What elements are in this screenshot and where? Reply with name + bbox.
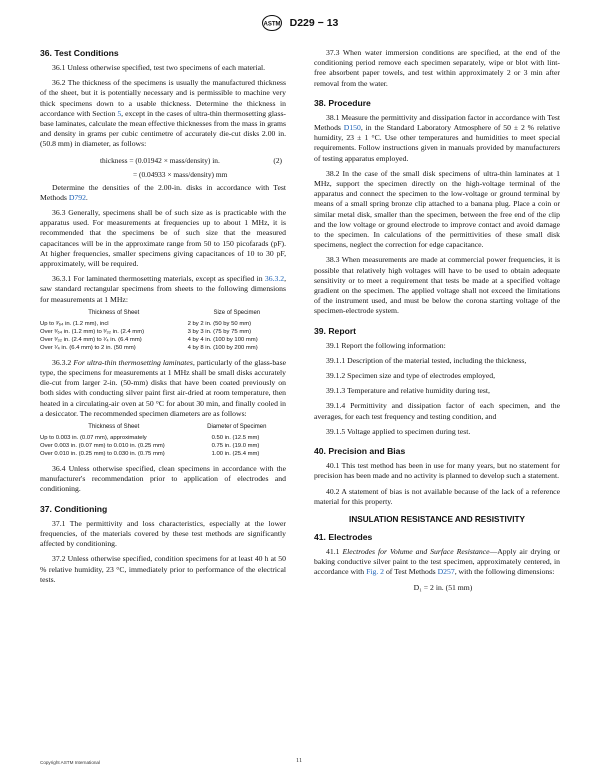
left-column xyxy=(40,48,286,590)
paragraph: 39.1.4 Permittivity and dissipation factor of each specimen, and the averages, for each test frequency and testing condition, and xyxy=(314,401,560,421)
copyright-footer: Copyright ASTM International xyxy=(40,760,101,765)
paragraph: 38.2 In the case of the small disk specimens of ultra-thin laminates at 1 MHz, support the specimen directly on the high-voltage terminal of the apparatus and connect the specimen to the low-voltage or ground terminal by means of a small spring bronze clip attached to a banana plug. Place a coin or similar metal disk, smaller than the specimen, between the free end of the clip and the low voltage or ground electrode to improve contact and avoid damage to the specimen. In calculations of the permittivities of these small disk specimens, neglect the correction for edge capacitance. xyxy=(314,168,560,250)
paragraph: 36.2 The thickness of the specimens is usually the manufactured thickness of the sheet, but it is potentially necessary and is permissible to machine very thick specimens down to a usable thickness. Determine the thickness in accordance with Section 5, except in the cases of ultra-thin thermosetting glass-base laminates, calculate the mean effective thicknesses from the mass in grams and density in grams per cubic centimetre of accurately die-cut disks 2.00 in. (50.8 mm) in diameter, as follows: xyxy=(40,78,286,149)
table-row: Up to 0.003 in. (0.07 mm), approximately 0.50 in. (12.5 mm) xyxy=(40,435,260,442)
paragraph: 41.1 Electrodes for Volume and Surface Resistance—Apply air drying or baking conductive silver paint to the test specimen, approximately centered, in accordance with Fig. 2 of Test Methods D257, with the following dimensions: xyxy=(314,546,560,577)
paragraph: 39.1 Report the following information: xyxy=(326,340,446,350)
right-column xyxy=(314,48,560,593)
figure-link[interactable]: Fig. 2 xyxy=(366,567,385,577)
table-row: Over ³⁄₆₄ in. (1.2 mm) to ³⁄₃₂ in. (2.4 mm) 3 by 3 in. (75 by 75 mm) xyxy=(40,328,252,335)
paragraph: 40.1 This test method has been in use for many years, but no statement for precision has been made and no activity is planned to develop such a statement. xyxy=(314,461,560,481)
table-row: Over 0.010 in. (0.25 mm) to 0.030 in. (0.75 mm) 1.00 in. (25.4 mm) xyxy=(40,451,260,458)
reference-link[interactable]: D150 xyxy=(343,123,361,133)
column-header: Thickness of Sheet xyxy=(88,424,140,431)
specimen-diameter-table xyxy=(40,424,286,458)
table-row: Up to ³⁄₆₄ in. (1.2 mm), incl 2 by 2 in. (50 by 50 mm) xyxy=(40,320,252,327)
page-number: 11 xyxy=(296,757,303,764)
paragraph: 36.3.2 For ultra-thin thermosetting laminates, particularly of the glass-base type, the specimens for measurements at 1 MHz shall be small disks accurately die-cut from larger 2-in. (50-mm) disks that have been coated previously on both sides with conducting silver paint first air-dried at room temperature, then heated in a circulating-air oven at 50 °C for about 30 min, and finally cooled in a desiccator. The recommended specimen diameters are as follows: xyxy=(40,357,286,418)
paragraph: 38.3 When measurements are made at commercial power frequencies, it is possible that relatively high voltages will have to be used to obtain adequate sensitivity or to meet a requirement that tests be made at a specified voltage gradient on the specimen. The applied voltage shall not exceed the limitations of the instrument used, and must be below the corona starting voltage of the specimen-electrode system. xyxy=(314,255,560,316)
equation: = (0.04933 × mass/density) mm xyxy=(133,169,228,179)
paragraph: 36.3.1 For laminated thermosetting materials, except as specified in 36.3.2, saw standard rectangular specimens from sheets to the following dimensions for measurements at 1 MHz: xyxy=(40,274,286,304)
document-id: D229 − 13 xyxy=(289,17,339,30)
paragraph: Determine the densities of the 2.00-in. disks in accordance with Test Methods D792. xyxy=(40,182,286,202)
paragraph: 39.1.2 Specimen size and type of electrodes employed, xyxy=(326,371,496,381)
section-heading: 36. Test Conditions xyxy=(40,48,119,58)
paragraph: 39.1.1 Description of the material tested, including the thickness, xyxy=(326,355,527,365)
paragraph: 36.3 Generally, specimens shall be of such size as is practicable with the apparatus used. For measurements at frequencies up to about 1 MHz, it is recommended that the specimens be of such size that the measured capacitances will be in the approximate range from 50 to 150 picofarads (pF). At higher frequencies, smaller specimens giving capacitances of 10 to 30 pF, approximately, will be required. xyxy=(40,208,286,269)
paragraph: 37.3 When water immersion conditions are specified, at the end of the conditioning period remove each specimen separately, wipe or blot with lint-free absorbent paper towels, and test within approximately 2 or 3 min after removal from the water. xyxy=(314,48,560,88)
section-heading: 40. Precision and Bias xyxy=(314,446,406,457)
paragraph: 39.1.5 Voltage applied to specimen during test. xyxy=(326,426,471,436)
reference-link[interactable]: D257 xyxy=(437,567,455,577)
svg-text:ASTM: ASTM xyxy=(263,21,281,28)
page-header xyxy=(0,14,600,32)
paragraph: 36.4 Unless otherwise specified, clean specimens in accordance with the manufacturer's recommendation prior to application of electrodes and conditioning. xyxy=(40,464,286,494)
paragraph: 36.1 Unless otherwise specified, test two specimens of each material. xyxy=(52,63,266,72)
paragraph: 37.2 Unless otherwise specified, condition specimens for at least 40 h at 50 % relative humidity, 23 °C, immediately prior to performance of the electrical tests. xyxy=(40,554,286,584)
table-row: Over ¹⁄₄ in. (6.4 mm) to 2 in. (50 mm) 4 by 8 in. (100 by 200 mm) xyxy=(40,344,258,351)
table-row: Over 0.003 in. (0.07 mm) to 0.010 in. (0.25 mm) 0.75 in. (19.0 mm) xyxy=(40,443,260,450)
column-header: Diameter of Specimen xyxy=(207,424,267,431)
paragraph: 37.1 The permittivity and loss characteristics, especially at the lower frequencies, of the materials covered by these test methods are significantly affected by conditioning. xyxy=(40,518,286,549)
section-link[interactable]: 36.3.2 xyxy=(264,274,285,284)
specimen-size-table xyxy=(40,310,286,352)
column-header: Size of Specimen xyxy=(213,309,261,316)
section-heading: 37. Conditioning xyxy=(40,503,108,514)
paragraph: 40.2 A statement of bias is not available because of the lack of a reference material for this property. xyxy=(314,486,560,506)
column-header: Thickness of Sheet xyxy=(88,309,140,316)
section-heading: 41. Electrodes xyxy=(314,531,373,542)
section-heading: 38. Procedure xyxy=(314,97,371,108)
equation: thickness = (0.01942 × mass/density) in. (2) xyxy=(100,155,282,165)
equation-number: (2) xyxy=(273,155,282,165)
reference-link[interactable]: D792 xyxy=(68,192,86,202)
formula: D₁ = 2 in. (51 mm) xyxy=(413,582,473,592)
table-row: Over ³⁄₃₂ in. (2.4 mm) to ¹⁄₄ in. (6.4 mm) 4 by 4 in. (100 by 100 mm) xyxy=(40,336,258,343)
astm-logo-icon xyxy=(262,15,282,31)
part-heading: INSULATION RESISTANCE AND RESISTIVITY xyxy=(349,514,525,524)
section-heading: 39. Report xyxy=(314,325,357,336)
paragraph: 39.1.3 Temperature and relative humidity during test, xyxy=(326,386,490,396)
paragraph: 38.1 Measure the permittivity and dissipation factor in accordance with Test Methods D150, in the Standard Laboratory Atmosphere of 50 ± 2 % relative humidity, 23 ± 1 °C. Use other temperatures and humidities to meet special requirements. Follow instructions given in manuals provided by manufacturers of testing apparatus employed. xyxy=(314,112,560,163)
section-link[interactable]: 5 xyxy=(117,108,122,118)
